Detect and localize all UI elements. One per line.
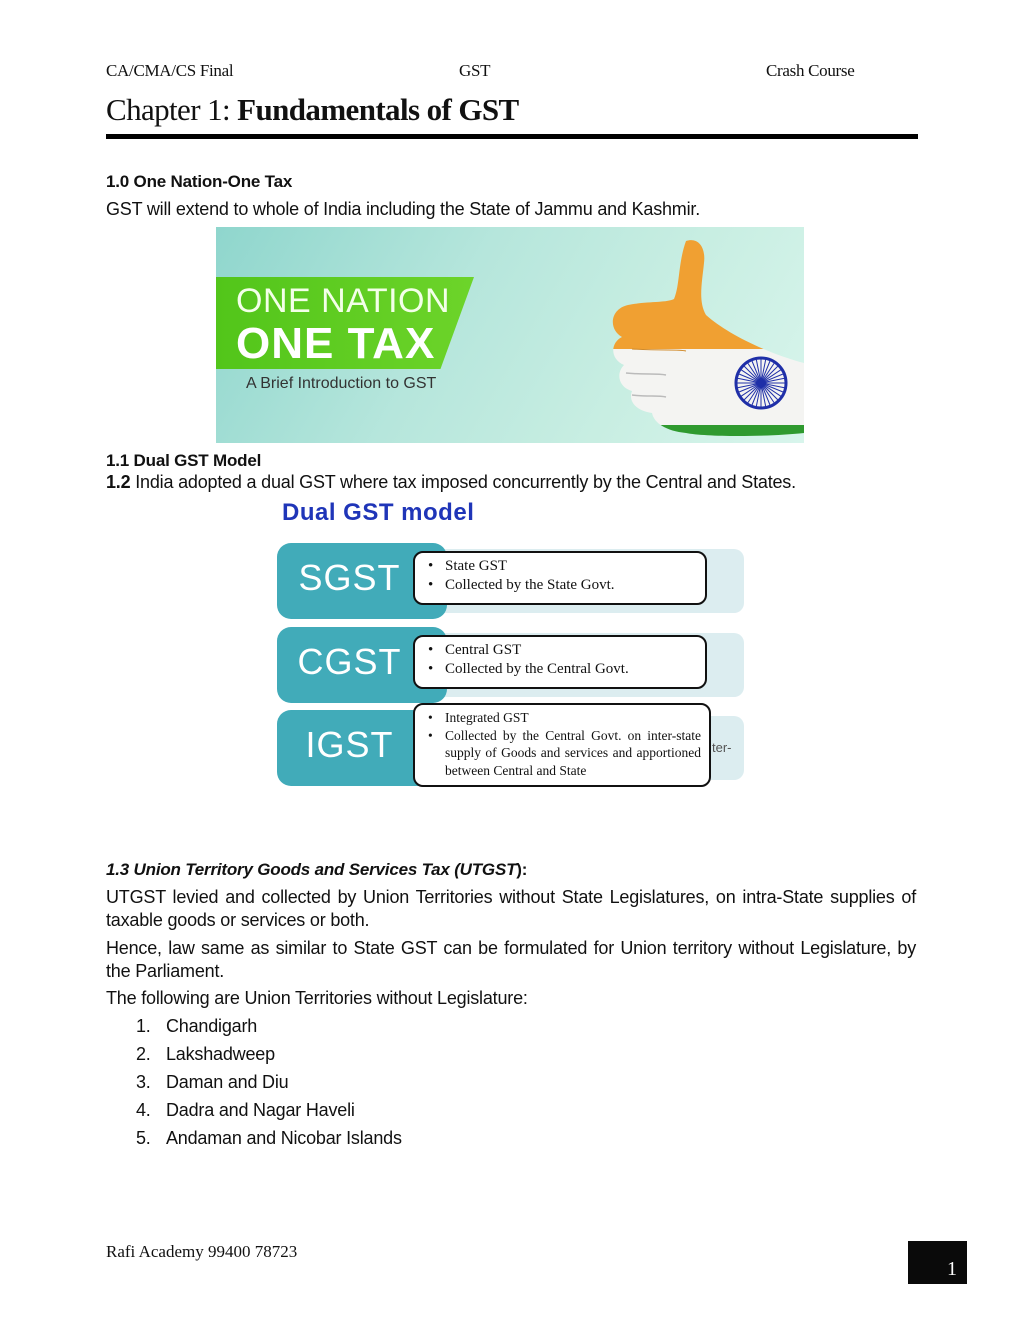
list-number: 3. [136, 1072, 151, 1092]
list-item [136, 1100, 355, 1121]
list-item [136, 1128, 402, 1149]
section-heading-1-1: 1.1 Dual GST Model [106, 451, 262, 470]
callout-bullet: • Central GST [425, 641, 697, 660]
sgst-callout [413, 551, 707, 605]
banner-subtitle: A Brief Introduction to GST [246, 375, 437, 392]
section-text-1-0: GST will extend to whole of India including the State of Jammu and Kashmir. [106, 199, 700, 219]
section-heading-1-3 [106, 860, 527, 880]
ashoka-chakra-icon [736, 358, 786, 408]
section-text-1-2-body: India adopted a dual GST where tax imposed concurrently by the Central and States. [130, 472, 796, 492]
one-nation-one-tax-banner [216, 227, 804, 443]
thumbs-up-flag-hand-icon [566, 233, 804, 439]
cgst-label: CGST [297, 641, 402, 682]
section-text-1-2 [106, 472, 796, 493]
utgst-paragraph-1: UTGST levied and collected by Union Territories without State Legislatures, on intra-State supplies of taxable goods or services or both. [106, 887, 916, 930]
sgst-label: SGST [298, 557, 401, 598]
utgst-paragraph-3: The following are Union Territories without Legislature: [106, 988, 528, 1008]
utgst-paragraph-2: Hence, law same as similar to State GST can be formulated for Union territory without Legislature, by the Parliament. [106, 938, 916, 981]
list-item [136, 1044, 275, 1065]
chapter-name: Fundamentals of GST [237, 92, 519, 127]
section-number-1-2: 1.2 [106, 472, 131, 492]
igst-label: IGST [305, 724, 394, 765]
callout-bullet: • Collected by the State Govt. [425, 576, 697, 595]
running-header-center: GST [459, 61, 491, 80]
list-text: Chandigarh [166, 1016, 258, 1036]
heading-part: ): [516, 860, 528, 879]
banner-line2: ONE TAX [236, 319, 436, 368]
list-text: Lakshadweep [166, 1044, 275, 1064]
list-number: 5. [136, 1128, 151, 1148]
list-text: Dadra and Nagar Haveli [166, 1100, 355, 1120]
list-text: Daman and Diu [166, 1072, 289, 1092]
list-number: 1. [136, 1016, 151, 1036]
igst-callout [413, 703, 711, 787]
running-header-right: Crash Course [766, 61, 855, 80]
chapter-prefix: Chapter 1: [106, 92, 238, 127]
callout-bullet: • Collected by the Central Govt. on inter-state supply of Goods and services and apportioned between Central and State [425, 727, 701, 780]
chapter-title [106, 92, 519, 128]
diagram-title: Dual GST model [282, 499, 475, 526]
list-item [136, 1072, 288, 1093]
title-divider [106, 134, 918, 139]
list-item [136, 1016, 257, 1037]
callout-bullet: • State GST [425, 557, 697, 576]
running-header-left: CA/CMA/CS Final [106, 61, 234, 80]
page-number: 1 [908, 1241, 967, 1284]
callout-bullet: • Collected by the Central Govt. [425, 660, 697, 679]
list-text: Andaman and Nicobar Islands [166, 1128, 402, 1148]
callout-bullet: • Integrated GST [425, 709, 701, 727]
heading-utgst: UTGST [459, 860, 517, 879]
list-number: 2. [136, 1044, 151, 1064]
banner-line1: ONE NATION [236, 282, 451, 320]
heading-part: 1.3 Union Territory Goods and Services Tax ( [106, 860, 460, 879]
cgst-callout [413, 635, 707, 689]
list-number: 4. [136, 1100, 151, 1120]
section-heading-1-0: 1.0 One Nation-One Tax [106, 172, 293, 191]
footer-text: Rafi Academy 99400 78723 [106, 1242, 298, 1261]
partially-hidden-text: ter- [712, 740, 732, 755]
